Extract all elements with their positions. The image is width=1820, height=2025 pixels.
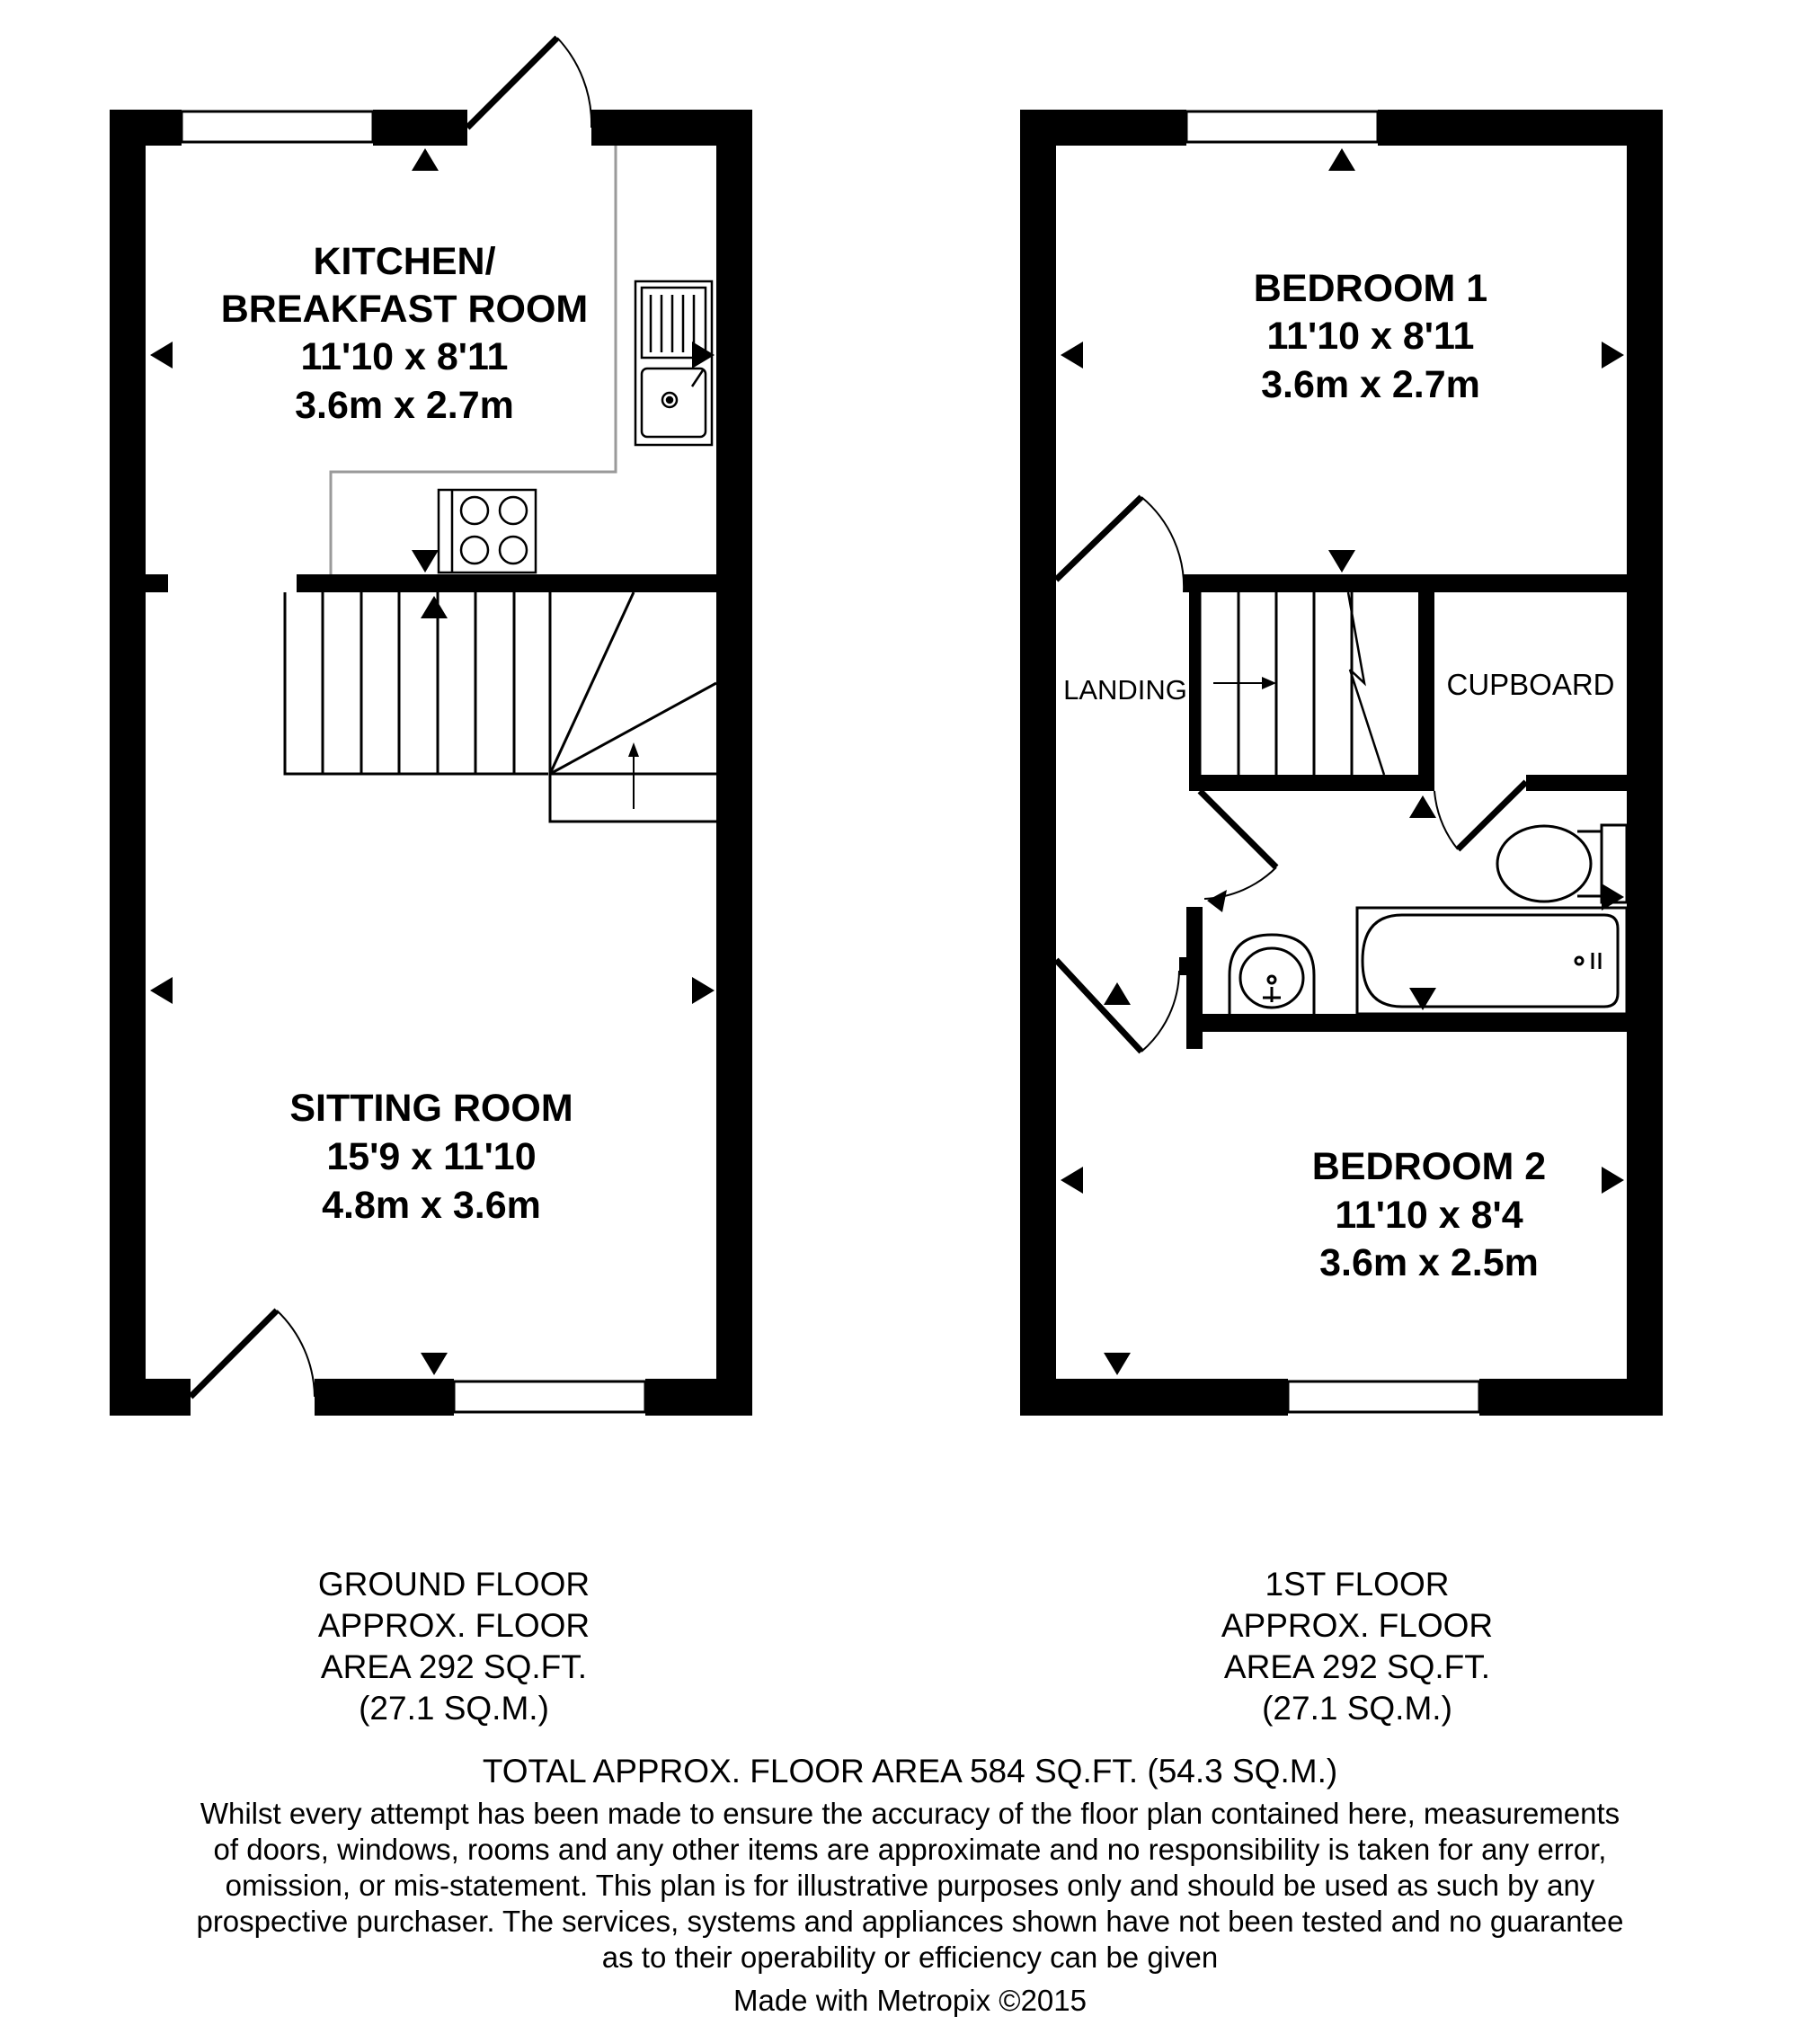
first-floor-area-line: APPROX. FLOOR (1221, 1607, 1494, 1644)
kitchen-window (182, 111, 373, 142)
landing-label: LANDING (1063, 674, 1187, 706)
back-door (467, 38, 591, 128)
sitting-room-window (454, 1381, 645, 1412)
kitchen-dimensions-imperial: 11'10 x 8'11 (300, 335, 509, 378)
kitchen-hob (439, 490, 536, 573)
bedroom-1-dimensions-metric: 3.6m x 2.7m (1261, 363, 1480, 406)
first-floor-area-line: (27.1 SQ.M.) (1262, 1690, 1452, 1727)
bedroom-1-dimensions-imperial: 11'10 x 8'11 (1266, 315, 1475, 358)
bedroom-1-window (1186, 111, 1378, 142)
first-floor-staircase (1200, 592, 1384, 775)
sitting-room-label: SITTING ROOM (289, 1087, 573, 1130)
front-door (191, 1310, 315, 1397)
total-floor-area: TOTAL APPROX. FLOOR AREA 584 SQ.FT. (54.3 SQ.M.) (482, 1753, 1338, 1790)
sitting-room-dimensions-metric: 4.8m x 3.6m (322, 1184, 541, 1227)
disclaimer-line: omission, or mis-statement. This plan is for illustrative purposes only and should be used as such by any (225, 1869, 1595, 1902)
kitchen-label-line2: BREAKFAST ROOM (220, 288, 589, 331)
first-floor-area-line: 1ST FLOOR (1265, 1566, 1450, 1603)
disclaimer (0, 1796, 1820, 1976)
ground-floor-area-line: APPROX. FLOOR (317, 1607, 590, 1644)
bedroom-2-dimensions-imperial: 11'10 x 8'4 (1335, 1194, 1523, 1237)
sitting-room-dimensions-imperial: 15'9 x 11'10 (326, 1135, 537, 1178)
ground-floor-area-line: GROUND FLOOR (317, 1566, 590, 1603)
first-floor-plan (1020, 110, 1663, 1416)
kitchen-dimensions-metric: 3.6m x 2.7m (295, 384, 514, 427)
ground-floor-plan (110, 38, 752, 1416)
ground-floor-area-line: AREA 292 SQ.FT. (320, 1648, 588, 1685)
first-floor-basin (1230, 935, 1314, 1014)
kitchen-label-line1: KITCHEN/ (313, 240, 496, 283)
bedroom-2-dimensions-metric: 3.6m x 2.5m (1319, 1241, 1539, 1284)
ground-floor-area (220, 1564, 688, 1729)
bedroom-1-label: BEDROOM 1 (1253, 267, 1488, 310)
first-floor-area-line: AREA 292 SQ.FT. (1223, 1648, 1491, 1685)
first-floor-bath (1357, 908, 1627, 1014)
first-floor-area (1123, 1564, 1591, 1729)
bedroom-2-label: BEDROOM 2 (1311, 1145, 1547, 1188)
ground-floor-staircase (285, 592, 716, 822)
disclaimer-line: prospective purchaser. The services, systems and appliances shown have not been tested and no guarantee (196, 1905, 1624, 1938)
cupboard-label: CUPBOARD (1446, 668, 1615, 701)
bedroom-2-window (1288, 1381, 1479, 1412)
disclaimer-line: as to their operability or efficiency can be given (601, 1941, 1219, 1974)
disclaimer-line: of doors, windows, rooms and any other items are approximate and no responsibility is taken for any error, (213, 1833, 1607, 1866)
disclaimer-line: Whilst every attempt has been made to ensure the accuracy of the floor plan contained here, measurements (200, 1797, 1620, 1830)
metropix-credit: Made with Metropix ©2015 (732, 1984, 1087, 2017)
ground-floor-area-line: (27.1 SQ.M.) (359, 1690, 549, 1727)
